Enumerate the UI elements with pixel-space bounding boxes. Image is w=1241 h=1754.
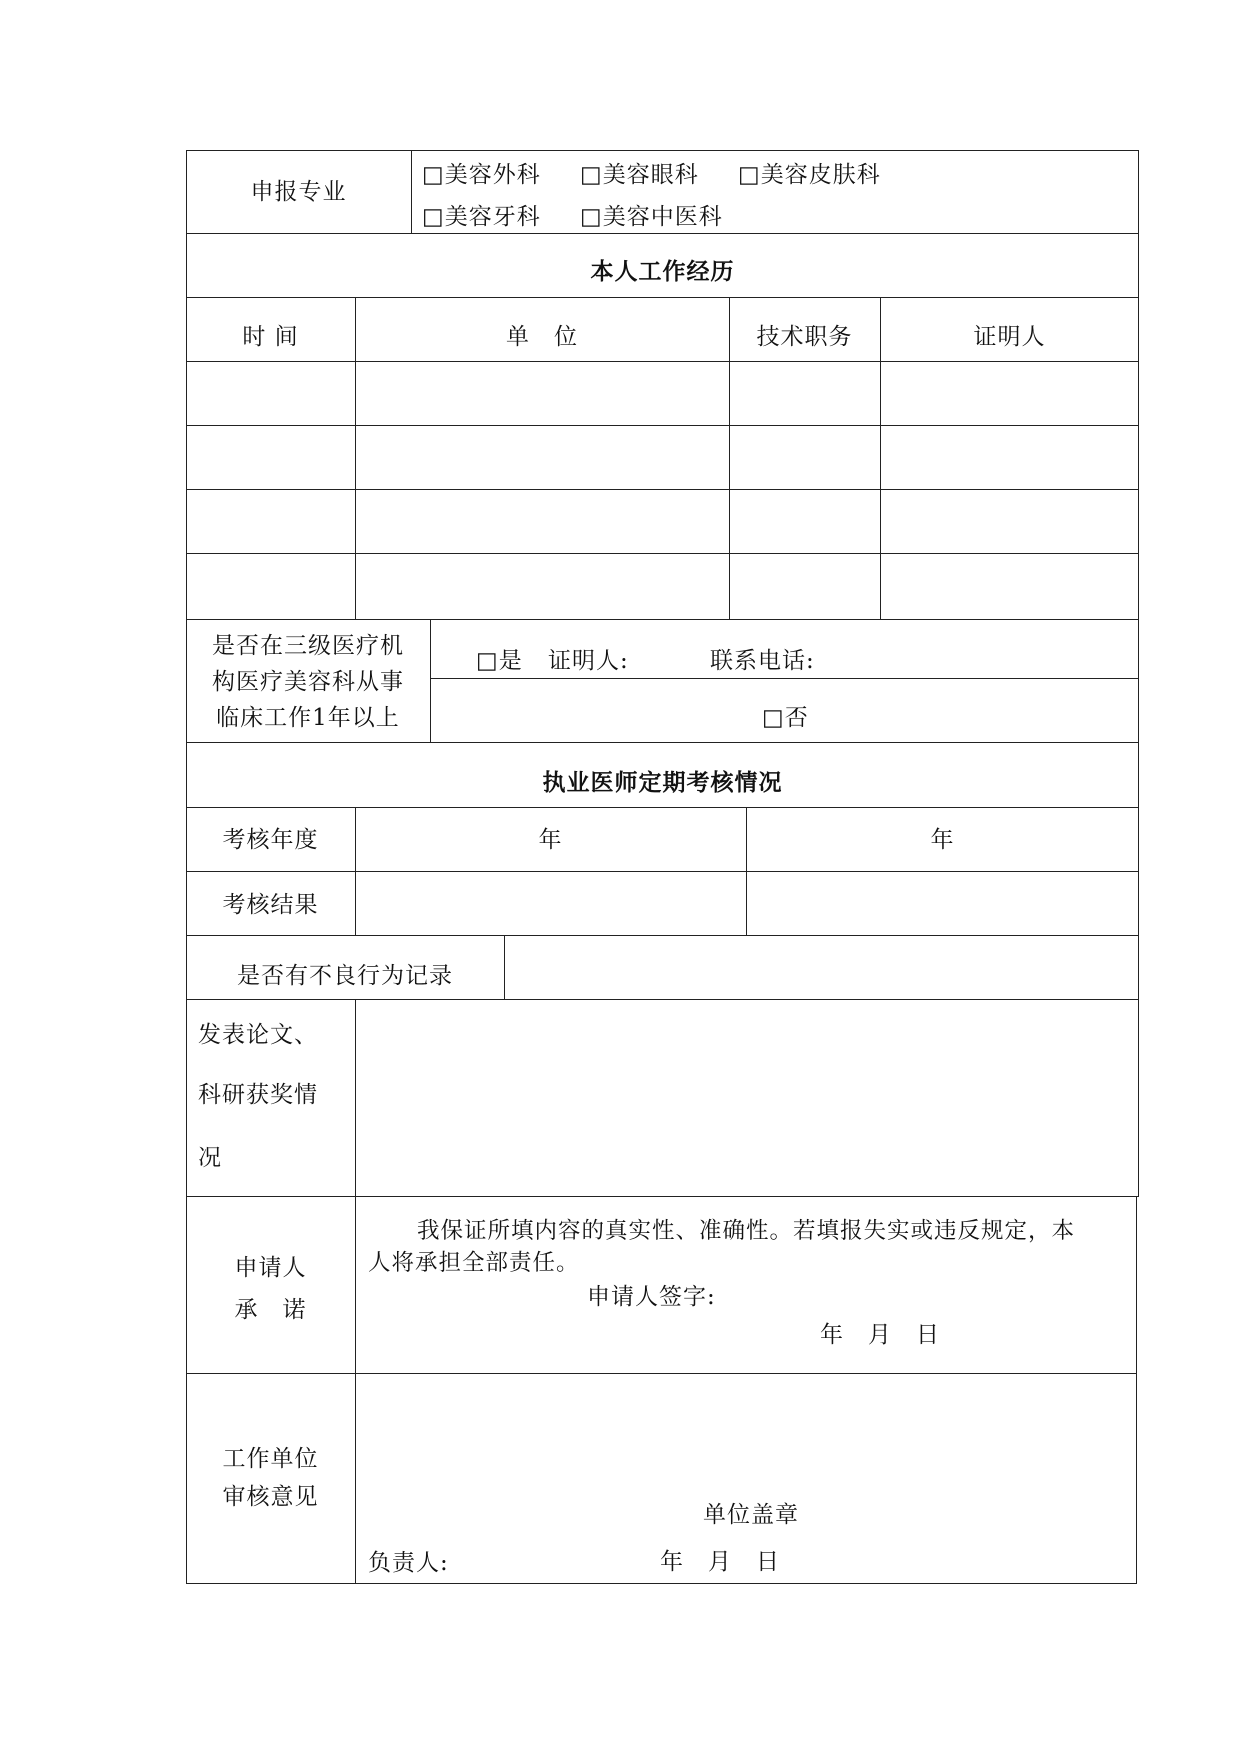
seal-label: 单位盖章 xyxy=(703,1502,799,1528)
yes-checkbox[interactable]: □是 xyxy=(476,648,523,674)
divider xyxy=(355,1196,356,1374)
option-cosmetic-dermatology[interactable]: □美容皮肤科 xyxy=(738,162,881,188)
option-cosmetic-ophthalmology[interactable]: □美容眼科 xyxy=(580,162,699,188)
divider xyxy=(355,361,356,620)
phone-label: 联系电话: xyxy=(710,648,815,674)
assessment-title: 执业医师定期考核情况 xyxy=(542,769,783,796)
divider xyxy=(430,619,431,743)
head-label: 负责人: xyxy=(368,1550,449,1576)
papers-row[interactable] xyxy=(186,999,1139,1197)
assessment-year-1[interactable]: 年 xyxy=(538,827,563,853)
tertiary-label-line2: 构医疗美容科从事 xyxy=(212,669,404,695)
divider xyxy=(355,1373,356,1584)
papers-label-line3: 况 xyxy=(198,1145,222,1171)
divider xyxy=(729,361,730,620)
table-row[interactable] xyxy=(186,489,1139,554)
header-unit: 单 位 xyxy=(506,324,578,350)
divider xyxy=(430,678,1139,679)
review-label-line1: 工作单位 xyxy=(222,1446,319,1472)
no-checkbox[interactable]: □否 xyxy=(762,705,809,731)
option-cosmetic-tcm[interactable]: □美容中医科 xyxy=(580,204,723,230)
header-witness: 证明人 xyxy=(973,324,1046,350)
divider xyxy=(880,361,881,620)
assessment-year-label: 考核年度 xyxy=(222,827,319,853)
witness-label: 证明人: xyxy=(548,648,629,674)
specialty-label: 申报专业 xyxy=(250,179,347,205)
table-row[interactable] xyxy=(186,425,1139,490)
option-cosmetic-dentistry[interactable]: □美容牙科 xyxy=(422,204,541,230)
table-row[interactable] xyxy=(186,553,1139,620)
signature-label: 申请人签字: xyxy=(587,1284,716,1310)
header-time: 时 间 xyxy=(242,324,299,350)
pledge-date[interactable]: 年 月 日 xyxy=(820,1322,940,1348)
application-form xyxy=(186,150,1139,1584)
divider xyxy=(355,999,356,1197)
papers-label-line1: 发表论文、 xyxy=(198,1022,318,1048)
misconduct-label: 是否有不良行为记录 xyxy=(237,963,453,989)
header-title: 技术职务 xyxy=(756,324,853,350)
tertiary-label-line1: 是否在三级医疗机 xyxy=(212,633,404,659)
review-label-line2: 审核意见 xyxy=(222,1484,319,1510)
review-date[interactable]: 年 月 日 xyxy=(660,1549,780,1575)
pledge-text-line1: 我保证所填内容的真实性、准确性。若填报失实或违反规定，本 xyxy=(417,1218,1076,1244)
pledge-label-line1: 申请人 xyxy=(234,1255,307,1281)
table-row[interactable] xyxy=(186,361,1139,426)
divider xyxy=(411,150,412,234)
option-cosmetic-surgery[interactable]: □美容外科 xyxy=(422,162,541,188)
assessment-year-2[interactable]: 年 xyxy=(930,827,955,853)
tertiary-label-line3: 临床工作1年以上 xyxy=(216,705,400,731)
assessment-result-label: 考核结果 xyxy=(222,892,319,918)
divider xyxy=(504,935,505,1000)
papers-label-line2: 科研获奖情 xyxy=(198,1082,318,1108)
pledge-text-line2: 人将承担全部责任。 xyxy=(368,1250,580,1276)
work-history-title: 本人工作经历 xyxy=(590,258,735,285)
pledge-label-line2: 承 诺 xyxy=(234,1297,307,1323)
